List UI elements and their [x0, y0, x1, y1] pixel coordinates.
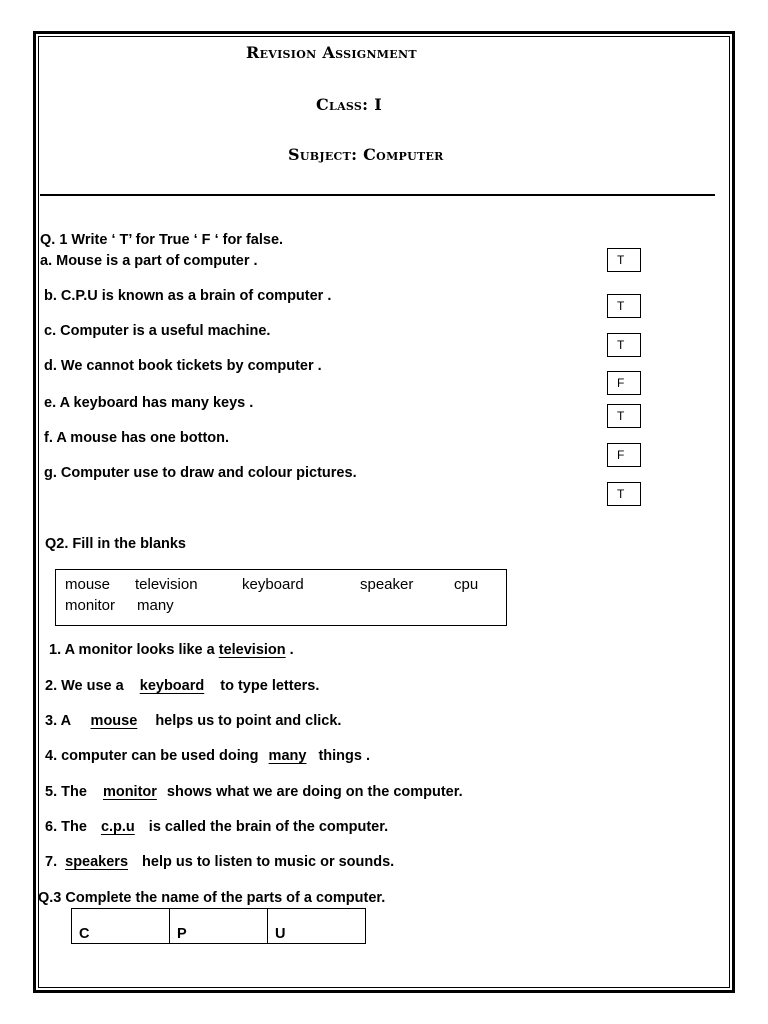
q2-answer-6: c.p.u — [100, 819, 135, 835]
word-bank-item: monitor — [65, 597, 116, 614]
word-bank-item: many — [137, 597, 174, 614]
q2-heading: Q2. Fill in the blanks — [45, 536, 186, 552]
answer-box-b: T — [607, 294, 641, 318]
class-line: Class: I — [316, 95, 383, 114]
q2-item-7: 7. speakers help us to listen to music or sounds. — [45, 854, 395, 870]
word-bank-item: speaker — [360, 576, 414, 593]
subject-line: Subject: Computer — [288, 145, 444, 164]
q3-heading: Q.3 Complete the name of the parts of a computer. — [38, 890, 386, 906]
answer-box-f: F — [607, 443, 641, 467]
q2-answer-5: monitor — [102, 784, 157, 800]
q1-item-g: g. Computer use to draw and colour pictures. — [44, 465, 357, 481]
cpu-cell-c: C — [72, 909, 170, 944]
answer-box-d: F — [607, 371, 641, 395]
q2-answer-3: mouse — [90, 713, 138, 729]
word-bank-item: keyboard — [242, 576, 304, 593]
header-divider — [40, 194, 715, 196]
q2-item-3: 3. A mouse helps us to point and click. — [45, 713, 342, 729]
assignment-title: Revision Assignment — [246, 43, 417, 62]
q2-item-2: 2. We use a keyboard to type letters. — [45, 678, 320, 694]
word-bank-item: cpu — [454, 576, 479, 593]
q1-item-e: e. A keyboard has many keys . — [44, 395, 254, 411]
q2-item-5: 5. The monitor shows what we are doing on the computer. — [45, 784, 463, 800]
cpu-cell-p: P — [170, 909, 268, 944]
q1-item-b: b. C.P.U is known as a brain of computer . — [44, 288, 332, 304]
page-border — [33, 31, 735, 993]
q2-answer-7: speakers — [65, 854, 129, 870]
q1-item-d: d. We cannot book tickets by computer . — [44, 358, 322, 374]
word-bank — [55, 569, 507, 626]
answer-box-g: T — [607, 482, 641, 506]
q2-item-6: 6. The c.p.u is called the brain of the computer. — [45, 819, 389, 835]
word-bank-item: mouse — [65, 576, 111, 593]
q2-item-4: 4. computer can be used doing many things . — [45, 748, 371, 764]
q2-answer-4: many — [268, 748, 307, 764]
cpu-table — [71, 908, 366, 944]
answer-box-c: T — [607, 333, 641, 357]
q2-item-1: 1. A monitor looks like a television . — [49, 642, 294, 658]
answer-box-a: T — [607, 248, 641, 272]
q2-answer-1: television — [218, 642, 286, 658]
q1-item-f: f. A mouse has one botton. — [44, 430, 230, 446]
q1-item-a: a. Mouse is a part of computer . — [40, 253, 258, 269]
answer-box-e: T — [607, 404, 641, 428]
cpu-cell-u: U — [268, 909, 366, 944]
q1-heading: Q. 1 Write ‘ T’ for True ‘ F ‘ for false. — [40, 232, 284, 248]
q1-item-c: c. Computer is a useful machine. — [44, 323, 271, 339]
q2-answer-2: keyboard — [139, 678, 205, 694]
word-bank-item: television — [135, 576, 198, 593]
